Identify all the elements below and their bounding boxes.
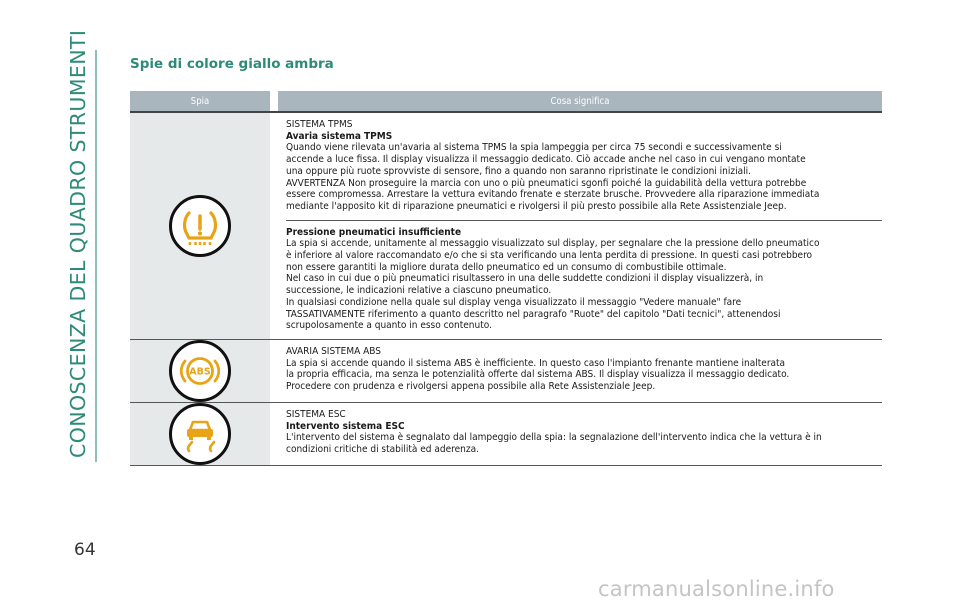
text-line: non essere garantiti la migliore durata dello pneumatico ed un consumo di combustibile ottimale. <box>286 261 727 273</box>
icon-cell <box>130 403 270 465</box>
text-line: In qualsiasi condizione nella quale sul display venga visualizzato il messaggio "Vedere manuale" fare <box>286 296 742 308</box>
text-line: accende a luce fissa. Il display visualizza il messaggio dedicato. Ciò accade anche nel caso in cui vengano montate <box>286 154 806 166</box>
text-line: SISTEMA TPMS <box>286 119 353 130</box>
text-block <box>286 113 882 220</box>
text-block <box>286 340 882 400</box>
text-line-bold: Intervento sistema ESC <box>286 420 405 432</box>
description-cell <box>270 403 882 465</box>
warning-lights-table <box>130 91 882 466</box>
text-line: SISTEMA ESC <box>286 408 346 420</box>
text-line: TASSATIVAMENTE riferimento a quanto descritto nel paragrafo "Ruote" del capitolo "Dati tecnici", attenendosi <box>286 308 781 320</box>
table-header <box>130 91 882 113</box>
section-title: Spie di colore giallo ambra <box>130 56 334 72</box>
text-line-bold: Avaria sistema TPMS <box>286 130 393 142</box>
esc-warning-icon <box>169 403 231 465</box>
abs-warning-icon <box>169 340 231 402</box>
icon-cell <box>130 113 270 339</box>
text-line: Nel caso in cui due o più pneumatici risultassero in una delle suddette condizioni il display visualizzerà, in <box>286 273 764 285</box>
text-line: La spia si accende, unitamente al messaggio visualizzato sul display, per segnalare che la pressione dello pneumatico <box>286 238 820 250</box>
description-cell <box>270 113 882 339</box>
text-line: essere compromessa. Arrestare la vettura evitando frenate e sterzate brusche. Provvedere alla riparazione immediata <box>286 189 820 201</box>
watermark: carmanualsonline.info <box>598 577 835 601</box>
text-line: Procedere con prudenza e rivolgersi appena possibile alla Rete Assistenziale Jeep. <box>286 381 656 393</box>
text-line: Quando viene rilevata un'avaria al sistema TPMS la spia lampeggia per circa 75 secondi e successivamente si <box>286 142 782 154</box>
text-block <box>286 220 882 339</box>
text-line: condizioni critiche di stabilità ed aderenza. <box>286 444 479 456</box>
header-cosa-significa: Cosa significa <box>278 91 882 111</box>
description-cell <box>270 340 882 402</box>
text-line: la propria efficacia, ma senza le potenzialità offerte dal sistema ABS. Il display visualizza il messaggio dedicato. <box>286 369 790 381</box>
chapter-rule <box>95 50 97 462</box>
text-line: L'intervento del sistema è segnalato dal lampeggio della spia: la segnalazione dell'intervento indica che la vettura è in <box>286 432 822 444</box>
abs-icon-label: ABS <box>189 366 211 378</box>
text-line: AVVERTENZA Non proseguire la marcia con uno o più pneumatici sgonfi poiché la guidabilità della vettura potrebbe <box>286 177 807 189</box>
text-line: mediante l'apposito kit di riparazione pneumatici e rivolgersi il più presto possibile alla Rete Assistenziale Jeep. <box>286 200 787 212</box>
table-row-esc <box>130 403 882 466</box>
page-number: 64 <box>74 540 96 560</box>
text-block <box>286 403 882 463</box>
tpms-warning-icon <box>169 195 231 257</box>
text-line: scrupolosamente a quanto in esso contenuto. <box>286 320 492 332</box>
table-row-abs <box>130 340 882 403</box>
text-line: AVARIA SISTEMA ABS <box>286 345 381 357</box>
text-line: La spia si accende quando il sistema ABS è inefficiente. In questo caso l'impianto frenante mantiene inalterata <box>286 357 786 369</box>
text-line-bold: Pressione pneumatici insufficiente <box>286 226 462 238</box>
table-row-tpms <box>130 113 882 340</box>
text-line: è inferiore al valore raccomandato e/o che si sta verificando una lenta perdita di pressione. In questi casi potrebbero <box>286 250 813 262</box>
text-line: successione, le indicazioni relative a ciascuno pneumatico. <box>286 285 552 297</box>
icon-cell <box>130 340 270 402</box>
text-line: una oppure più ruote sprovviste di sensore, fino a quando non saranno ripristinate le condizioni iniziali. <box>286 165 751 177</box>
chapter-title: CONOSCENZA DEL QUADRO STRUMENTI <box>66 29 90 458</box>
header-spia: Spia <box>130 91 270 111</box>
